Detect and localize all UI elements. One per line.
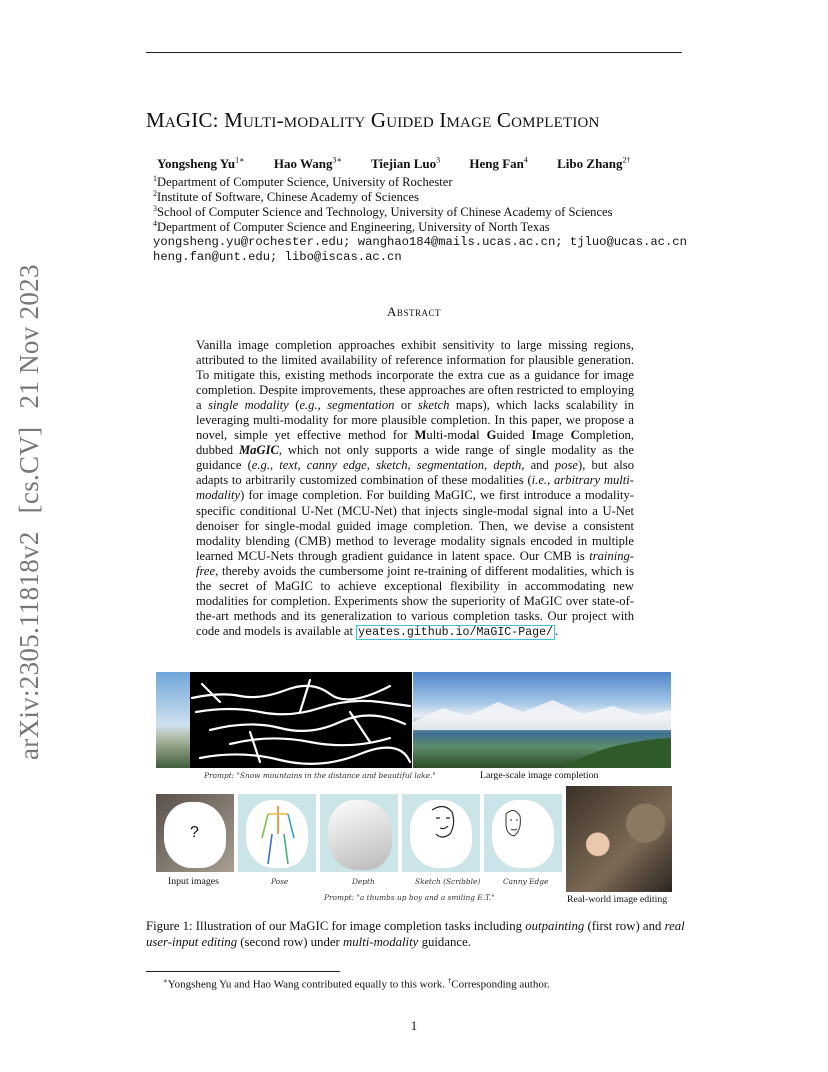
pose-guidance-image xyxy=(238,794,316,872)
abstract-body: Vanilla image completion approaches exhibit sensitivity to large missing regions, attributed to the limited availability of reference information for plausible generation. To mitigate this, existing methods incorporate the extra cue as a guidance for image completion. Despite improvements, these approaches are often restricted to employing a single modality (e.g., segmentation or sketch maps), which lacks scalability in leveraging multi-modality for more plausible completion. In this paper, we propose a novel, simple yet effective method for Multi-modal Guided Image Completion, dubbed MaGIC, which not only supports a wide range of single modality as the guidance (e.g., text, canny edge, sketch, segmentation, depth, and pose), but also adapts to arbitrarily customized combination of these modalities (i.e., arbitrary multi-modality) for image completion. For building MaGIC, we first introduce a modality-specific conditional U-Net (MCU-Net) that injects single-modal signal into a U-Net denoiser for single-modal guided image completion. Then, we devise a consistent modality blending (CMB) method to leverage modality signals encoded in multiple learned MCU-Nets through gradient guidance in latent space. Our CMB is training-free, thereby avoids the cumbersome joint re-training of different modalities, which is the secret of MaGIC to achieve exceptional flexibility in accommodating new modalities for completion. Experiments show the superiority of MaGIC over state-of-the-art methods and its generalization to various completion tasks. Our project with code and models is available at yeates.github.io/MaGIC-Page/ . xyxy=(196,338,635,639)
paper-title: MaGIC: Multi-modality Guided Image Completion xyxy=(146,108,600,132)
pose-label: Pose xyxy=(271,877,289,886)
depth-guidance-image xyxy=(320,794,398,872)
email-line: yongsheng.yu@rochester.edu; wanghao184@mails.ucas.ac.cn; tjluo@ucas.ac.cn xyxy=(153,235,687,249)
affiliation: $^2$Institute of Software, Chinese Academy of Sciences xyxy=(153,189,419,205)
real-world-caption: Real-world image editing xyxy=(567,894,668,905)
email-line: heng.fan@unt.edu; libo@iscas.ac.cn xyxy=(153,250,402,264)
author: Hao Wang$^{3∗}$ xyxy=(273,156,342,172)
canny-guidance-image xyxy=(484,794,562,872)
question-mark: ? xyxy=(190,824,199,841)
input-images-caption: Input images xyxy=(168,876,219,887)
sketch-mask-image xyxy=(190,672,412,768)
author-list xyxy=(157,156,657,172)
arxiv-id: arXiv:2305.11818v2 xyxy=(14,531,44,760)
affiliation: $^1$Department of Computer Science, University of Rochester xyxy=(153,174,453,190)
arxiv-category: [cs.CV] xyxy=(14,426,44,514)
canny-label: Canny Edge xyxy=(503,877,549,886)
project-link[interactable]: yeates.github.io/MaGIC-Page/ xyxy=(358,625,553,639)
sketch-lines xyxy=(190,672,412,768)
depth-label: Depth xyxy=(352,877,375,886)
real-world-edit-photo xyxy=(566,786,672,892)
scribble-face xyxy=(402,794,480,872)
mountain-silhouette xyxy=(413,672,671,768)
large-scale-caption: Large-scale image completion xyxy=(480,770,599,781)
figure-caption: Figure 1: Illustration of our MaGIC for image completion tasks including outpainting (first row) and real user-input editing (second row) under multi-modality guidance. xyxy=(146,919,685,949)
affiliation: $^4$Department of Computer Science and Engineering, University of North Texas xyxy=(153,219,550,235)
panorama-result-image xyxy=(413,672,671,768)
author: Libo Zhang$^{2\dagger}$ xyxy=(557,156,631,172)
abstract-heading: Abstract xyxy=(387,304,441,319)
pose-skeleton xyxy=(238,794,316,872)
page-number: 1 xyxy=(410,1018,418,1033)
sketch-label: Sketch (Scribble) xyxy=(415,877,481,886)
arxiv-stamp xyxy=(14,246,45,760)
top-rule xyxy=(146,52,682,53)
prompt-caption-1: Prompt: "Snow mountains in the distance and beautiful lake." xyxy=(204,771,436,780)
arxiv-date: 21 Nov 2023 xyxy=(14,264,44,409)
author: Heng Fan$^4$ xyxy=(469,156,528,172)
author: Yongsheng $Yu^{1∗}$ xyxy=(157,156,245,172)
input-image xyxy=(156,794,234,872)
affiliation: $^3$School of Computer Science and Technology, University of Chinese Academy of Sciences xyxy=(153,204,613,220)
footnote: ∗Yongsheng Yu and Hao Wang contributed equally to this work. †Corresponding author. xyxy=(163,977,550,991)
author: Tiejian Luo$^3$ xyxy=(370,156,441,172)
canny-face xyxy=(484,794,562,872)
sketch-guidance-image xyxy=(402,794,480,872)
input-image-left-strip xyxy=(156,672,190,768)
footnote-rule xyxy=(146,971,340,972)
prompt-caption-2: Prompt: "a thumbs up boy and a smiling E.T." xyxy=(324,893,495,902)
